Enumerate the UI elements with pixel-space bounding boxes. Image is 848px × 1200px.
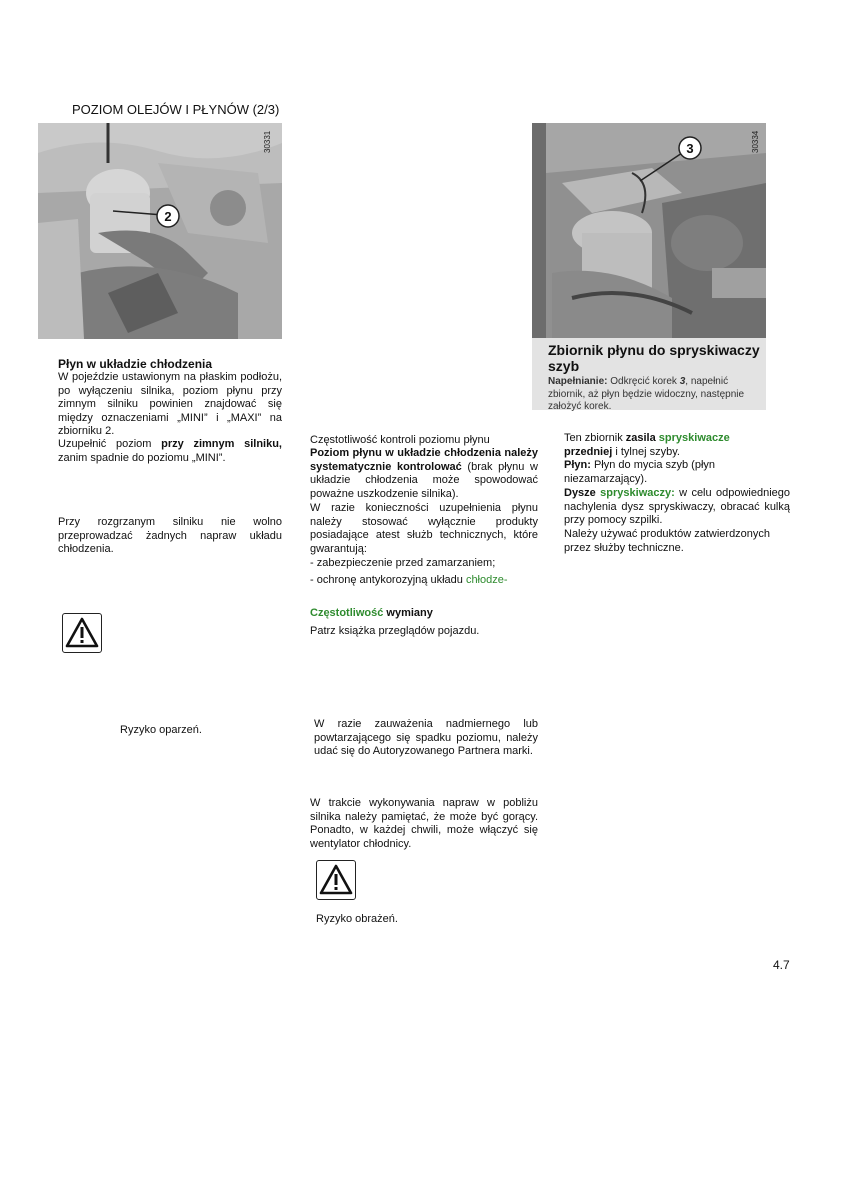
- paragraph: [58, 438, 282, 465]
- caption-text: , napełnić zbiornik, aż płyn będzie widoczny, następnie założyć korek.: [548, 376, 745, 412]
- engine-coolant-photo: [38, 123, 282, 339]
- page-title: POZIOM OLEJÓW I PŁYNÓW (2/3): [72, 102, 280, 117]
- text-green-bold: Częstotliwość: [310, 607, 384, 619]
- paragraph: W pojeździe ustawionym na płaskim podłożu, po wyłączeniu silnika, poziom płynu przy zimnym silniku powinien znajdować się między oznaczeniami „MINI” i „MAXI” na zbiorniku 2.: [58, 371, 282, 437]
- caption-body: [548, 376, 764, 414]
- warning-caption: Ryzyko obrażeń.: [316, 913, 398, 925]
- text: (brak płynu w układzie chłodzenia może spowodować poważne uszkodzenie silnika).: [310, 460, 538, 500]
- section-heading-coolant: Płyn w układzie chłodzenia: [58, 357, 213, 371]
- paragraph: Przy rozgrzanym silniku nie wolno przeprowadzać żadnych napraw układu chłodzenia.: [58, 516, 282, 555]
- washer-figure-caption: [532, 338, 766, 410]
- paragraph: [564, 487, 790, 528]
- text: w celu odpowiedniego nachylenia dysz spryskiwaczy, obracać kulką przy pomocy szpilki.: [564, 487, 790, 526]
- paragraph: [564, 459, 788, 486]
- text-green-bold: spryskiwaczy:: [595, 487, 675, 499]
- caption-label: Napełnianie:: [548, 376, 608, 387]
- paragraph: W razie zauważenia nadmiernego lub powtarzającego się spadku poziomu, należy udać się do Autoryzowanego Partnera marki.: [314, 718, 538, 757]
- warning-triangle-icon: [317, 861, 355, 899]
- text-bold: Płyn:: [564, 459, 591, 471]
- paragraph: W razie konieczności uzupełnienia płynu należy stosować wyłącznie produkty posiadające atest służb technicznych, które gwarantują:: [310, 502, 538, 555]
- paragraph: W trakcie wykonywania napraw w pobliżu silnika należy pamiętać, że może być gorący. Ponadto, w każdej chwili, może włączyć się wentylator chłodnicy.: [310, 797, 538, 850]
- text-bold: Poziom płynu w układzie chłodzenia należy systematycznie kontrolować: [310, 447, 538, 473]
- text-bold: Dysze: [564, 487, 596, 499]
- text-green: chłodze-: [465, 574, 508, 586]
- list-item: - zabezpieczenie przed zamarzaniem;: [310, 557, 496, 569]
- text-bold: przy zimnym silniku,: [161, 438, 282, 450]
- paragraph: Patrz książka przeglądów pojazdu.: [310, 625, 480, 637]
- warning-box: [316, 860, 356, 900]
- engine-coolant-illustration: [38, 123, 282, 339]
- text: i tylnej szyby.: [612, 445, 680, 458]
- warning-caption: Ryzyko oparzeń.: [120, 724, 202, 736]
- figure-marker-2: 2: [164, 209, 172, 224]
- text: Płyn do mycia szyb (płyn niezamarzający).: [564, 459, 716, 485]
- washer-reservoir-illustration: [532, 123, 766, 338]
- text: Uzupełnić poziom: [58, 438, 162, 450]
- paragraph: [310, 447, 538, 501]
- text: zanim spadnie do poziomu „MINI”.: [58, 451, 226, 464]
- text: Ten zbiornik: [564, 432, 626, 444]
- section-heading-replacement: [310, 607, 538, 621]
- figure-code: 30331: [263, 130, 272, 153]
- figure-code: 30334: [751, 130, 760, 153]
- warning-box: [62, 613, 102, 653]
- text-bold: wymiany: [383, 607, 433, 619]
- warning-triangle-icon: [63, 614, 101, 652]
- paragraph: Częstotliwość kontroli poziomu płynu: [310, 434, 490, 446]
- caption-text: Odkręcić korek: [610, 376, 677, 387]
- figure-marker-3: 3: [686, 141, 694, 156]
- text-bold: zasila: [625, 432, 656, 444]
- text-green-bold: spryskiwacze: [658, 432, 730, 444]
- text-bold: przedniej: [564, 445, 613, 458]
- paragraph: [564, 432, 790, 459]
- washer-reservoir-photo: [532, 123, 766, 338]
- page-number: 4.7: [773, 958, 790, 972]
- paragraph: Należy używać produktów zatwierdzonych przez służby techniczne.: [564, 528, 771, 554]
- list-item: [310, 574, 538, 588]
- caption-number: 3: [679, 376, 686, 387]
- caption-title: Zbiornik płynu do spryskiwaczy szyb: [548, 342, 760, 374]
- text: - ochronę antykorozyjną układu: [310, 574, 466, 586]
